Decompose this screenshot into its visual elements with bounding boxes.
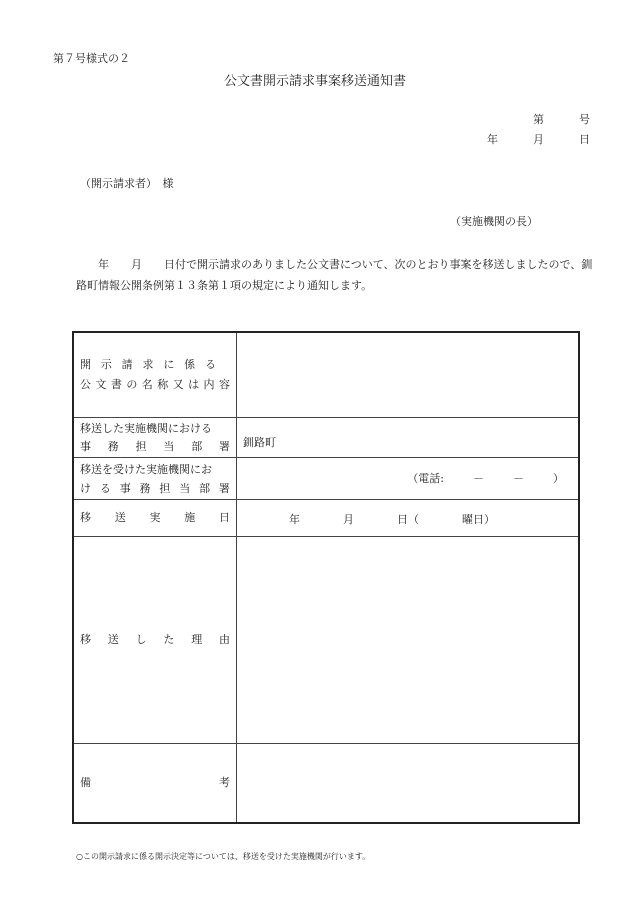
row-transferring-department <box>74 418 578 458</box>
label-line <box>80 355 230 375</box>
label-char: 又 <box>172 378 184 391</box>
phone-label: （電話: <box>407 472 444 485</box>
label-char: 当 <box>163 439 175 453</box>
value-requested-document[interactable] <box>237 333 578 417</box>
label-char: 開 <box>80 358 91 371</box>
label-char: し <box>135 633 147 646</box>
label-char: 事 <box>80 439 91 453</box>
row-requested-document <box>74 333 578 418</box>
label-char: 送 <box>114 511 126 524</box>
label-line <box>80 479 230 498</box>
addressee: （開示請求者） 様 <box>80 177 174 190</box>
phone-dash: － <box>513 472 524 485</box>
label-char: 実 <box>149 511 161 524</box>
label-remarks <box>74 744 236 822</box>
date-day: 日（ <box>397 513 419 526</box>
label-char: 名 <box>141 378 153 391</box>
label-line <box>80 508 230 528</box>
phone-number-field <box>407 470 564 486</box>
label-char: 考 <box>219 776 230 789</box>
label-char: 公 <box>80 378 91 391</box>
label-char: 担 <box>159 481 171 495</box>
label-char: 称 <box>157 378 169 391</box>
footnote: ○この開示請求に係る開示決定等については、移送を受けた実施機関が行います。 <box>76 852 371 861</box>
label-char: 請 <box>121 358 133 371</box>
value-transferring-department[interactable] <box>237 418 578 457</box>
row-receiving-department <box>74 458 578 500</box>
value-receiving-department[interactable] <box>237 458 578 499</box>
form-number: 第７号様式の２ <box>53 52 130 65</box>
label-transfer-reason <box>74 537 236 743</box>
label-char: 備 <box>80 776 91 789</box>
row-remarks <box>74 744 578 822</box>
label-char: 署 <box>218 481 230 495</box>
phone-close: ） <box>553 472 564 485</box>
date-weekday: 曜日） <box>462 513 495 526</box>
label-transfer-date <box>74 500 236 536</box>
label-char: 務 <box>107 439 119 453</box>
date-year: 年 <box>289 513 300 526</box>
label-char: 施 <box>184 511 196 524</box>
label-receiving-department <box>74 458 236 499</box>
label-char: 務 <box>139 481 151 495</box>
label-char: の <box>126 378 138 391</box>
label-char: る <box>99 481 111 495</box>
sender: （実施機関の長） <box>450 215 538 228</box>
label-char: 事 <box>119 481 131 495</box>
label-char: に <box>163 358 175 371</box>
transfer-date-field <box>289 511 495 527</box>
label-char: 理 <box>191 633 203 646</box>
label-line <box>80 630 230 650</box>
label-char: 係 <box>184 358 196 371</box>
label-requested-document <box>74 333 236 417</box>
label-char: 由 <box>218 633 230 646</box>
document-number-row <box>533 111 590 127</box>
label-char: 日 <box>219 511 230 524</box>
label-line <box>80 375 230 395</box>
label-line: 移送を受けた実施機関にお <box>80 462 212 476</box>
label-char: 移 <box>80 511 91 524</box>
doc-number-suffix: 号 <box>579 113 590 126</box>
label-char: 移 <box>80 633 91 646</box>
document-title: 公文書開示請求事案移送通知書 <box>223 74 406 89</box>
label-line <box>80 773 230 793</box>
label-char: た <box>163 633 175 646</box>
label-char: 求 <box>142 358 154 371</box>
label-char: 当 <box>179 481 191 495</box>
label-char: 文 <box>95 378 107 391</box>
row-transfer-date <box>74 500 578 537</box>
label-char: 部 <box>191 439 203 453</box>
label-char: け <box>80 481 91 495</box>
label-char: 内 <box>203 378 215 391</box>
value-transfer-date[interactable] <box>237 500 578 536</box>
label-char: 示 <box>100 358 112 371</box>
label-char: 署 <box>218 439 230 453</box>
label-char: 部 <box>199 481 211 495</box>
doc-date-day: 日 <box>579 133 590 146</box>
label-char: 送 <box>107 633 119 646</box>
phone-dash: － <box>473 472 484 485</box>
value-transfer-reason[interactable] <box>237 537 578 743</box>
doc-date-month: 月 <box>533 133 544 146</box>
label-char: る <box>204 358 216 371</box>
label-char: 書 <box>110 378 122 391</box>
doc-number-prefix: 第 <box>533 113 544 126</box>
label-line: 移送した実施機関における <box>80 421 212 435</box>
label-char: は <box>188 378 200 391</box>
transfer-form-table <box>72 331 580 824</box>
doc-date-year: 年 <box>487 133 498 146</box>
label-char: 担 <box>135 439 147 453</box>
label-line <box>80 438 230 456</box>
date-month: 月 <box>343 513 354 526</box>
label-transferring-department <box>74 418 236 457</box>
body-text: 年 月 日付で開示請求のありました公文書について、次のとおり事案を移送しましたので、釧路町情報公開条例第１３条第１項の規定により通知します。 <box>76 258 593 292</box>
row-transfer-reason <box>74 537 578 744</box>
value-remarks[interactable] <box>237 744 578 822</box>
document-date-row <box>487 131 590 147</box>
label-char: 容 <box>218 378 230 391</box>
transferring-department-name: 釧路町 <box>243 436 276 449</box>
